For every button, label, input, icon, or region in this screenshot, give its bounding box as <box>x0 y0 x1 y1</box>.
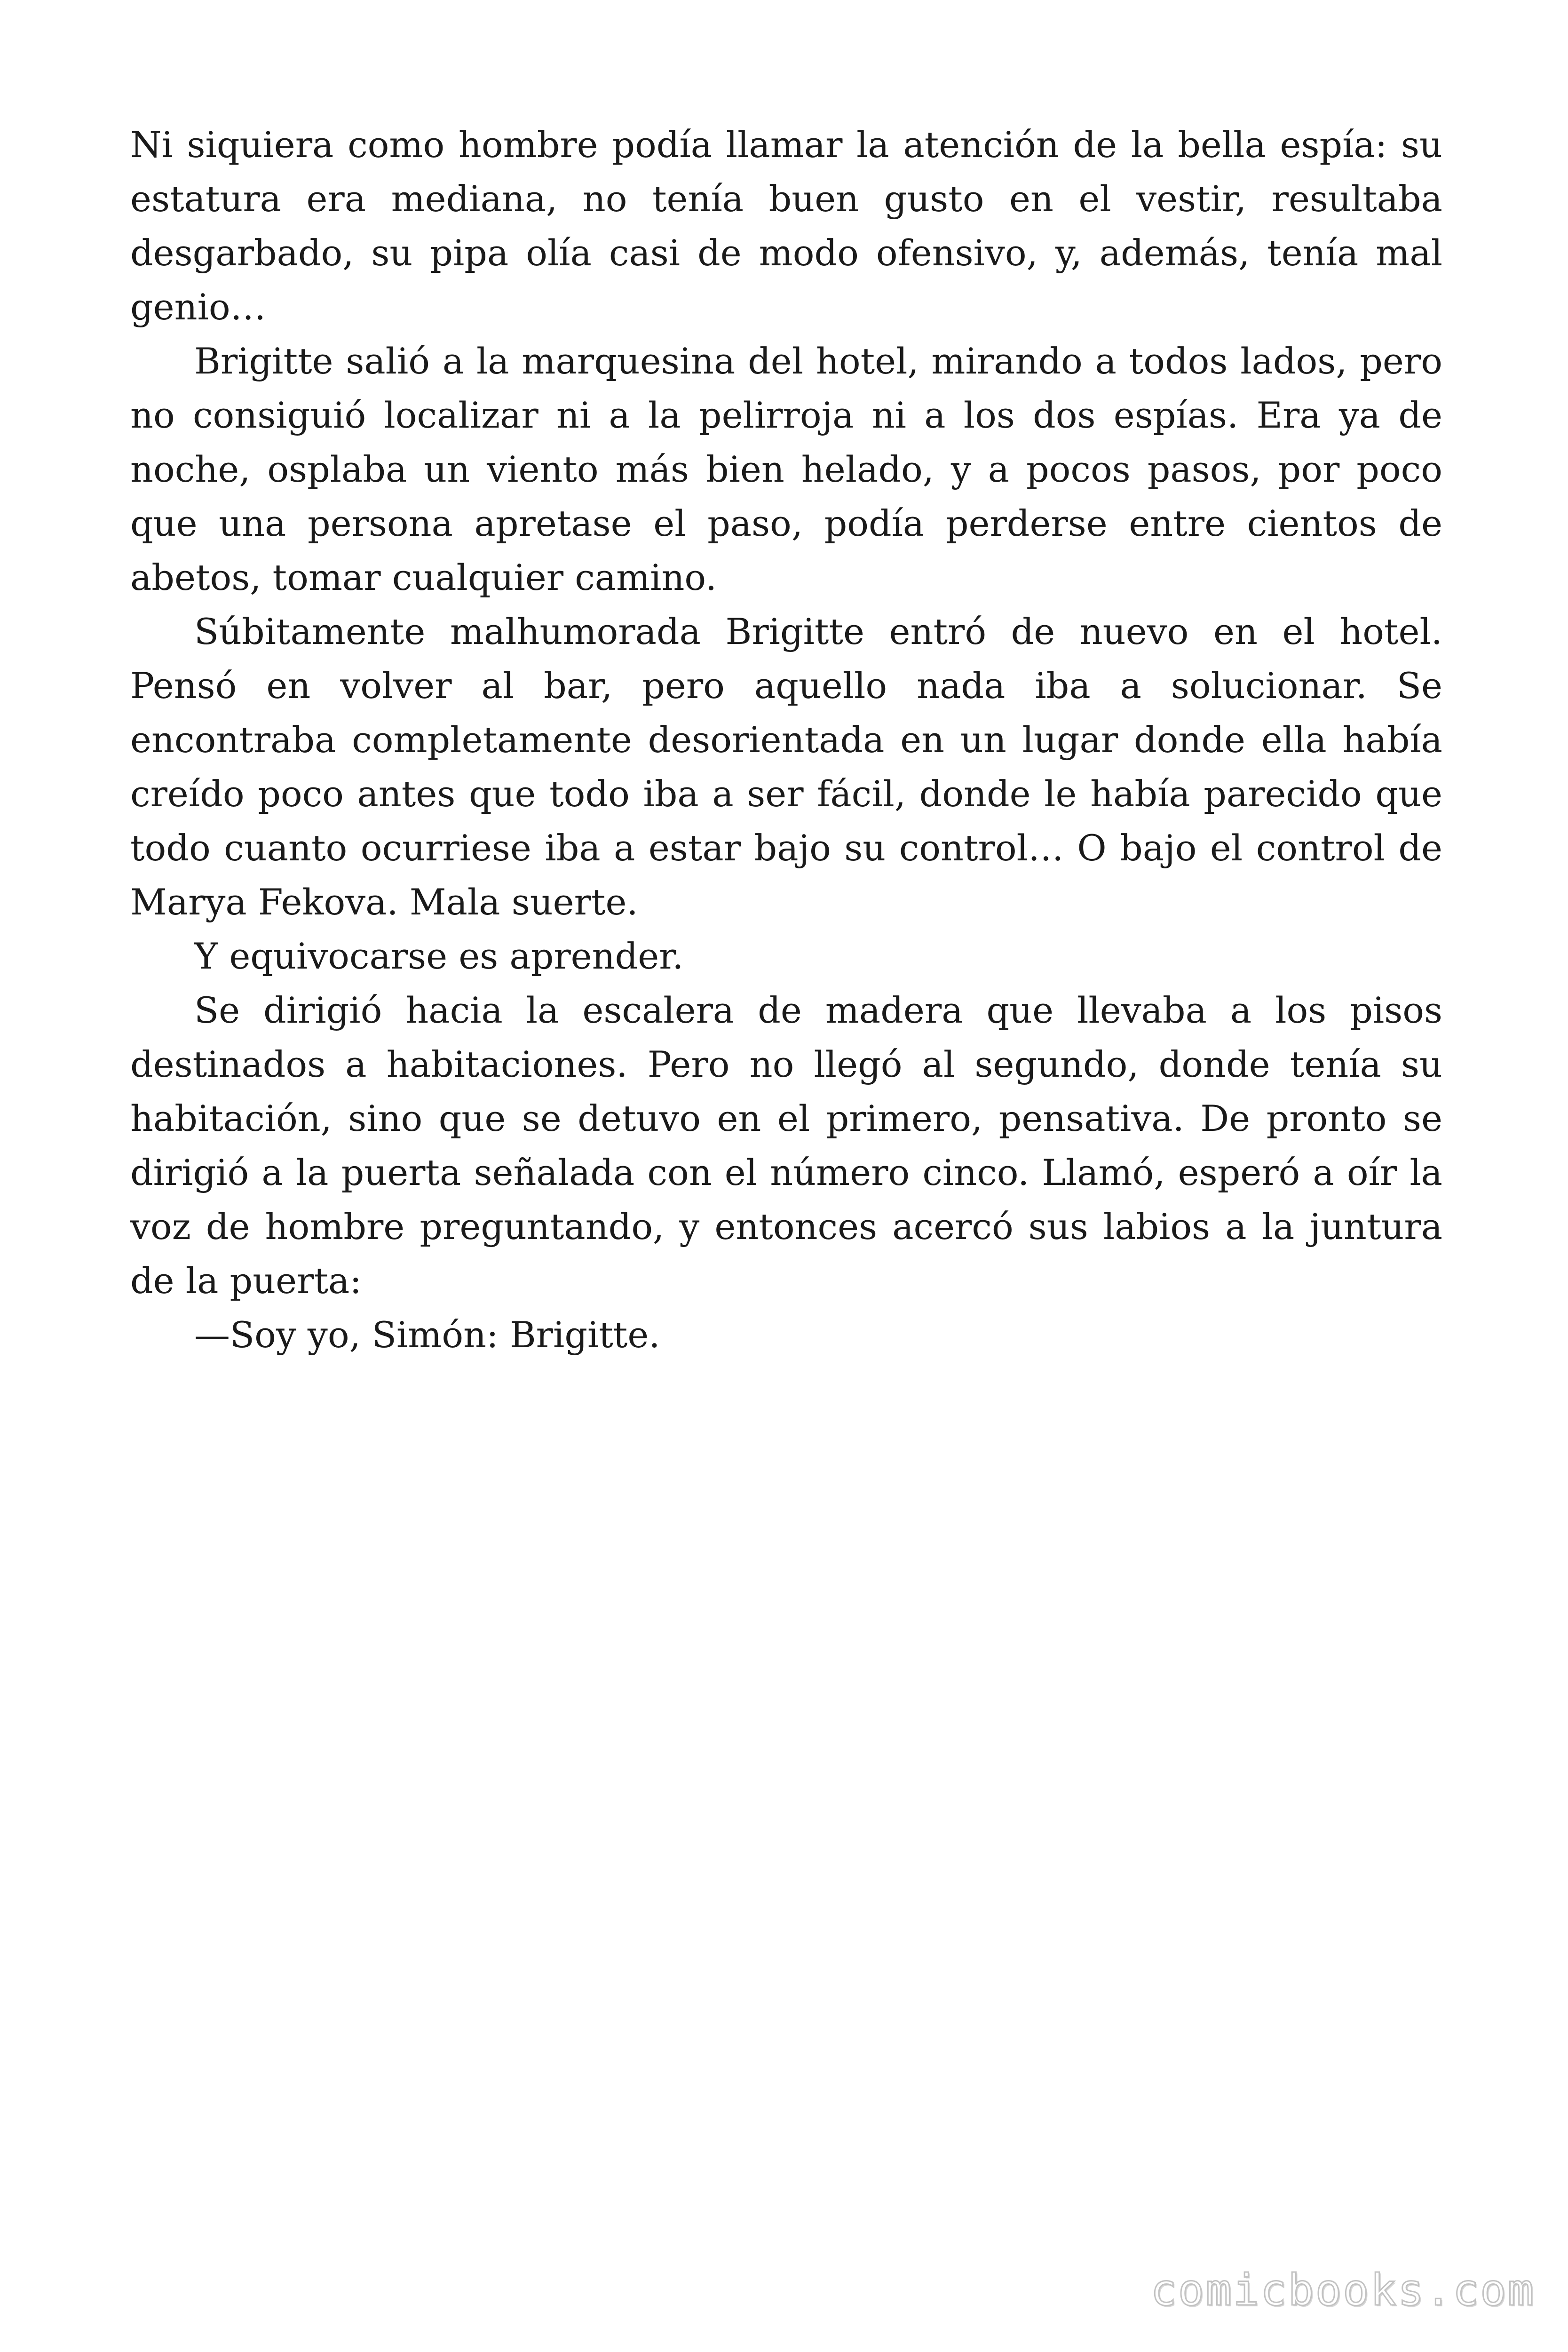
paragraph: Brigitte salió a la marquesina del hotel, mirando a todos lados, pero no consiguió localizar ni a la pelirroja ni a los dos espías. Era ya de noche, osplaba un viento más bien helado, y a pocos pasos, por poco que una persona apretase el paso, podía perderse entre cientos de abetos, tomar cualquier camino. <box>130 340 1442 598</box>
paragraph: Y equivocarse es aprender. <box>194 935 684 977</box>
text-body <box>130 118 1442 1362</box>
paragraph: —Soy yo, Simón: Brigitte. <box>194 1314 660 1356</box>
paragraph: Se dirigió hacia la escalera de madera que llevaba a los pisos destinados a habitaciones. Pero no llegó al segundo, donde tenía su habitación, sino que se detuvo en el primero, pensativa. De pronto se dirigió a la puerta señalada con el número cinco. Llamó, esperó a oír la voz de hombre preguntando, y entonces acercó sus labios a la juntura de la puerta: <box>130 989 1442 1302</box>
paragraph: Ni siquiera como hombre podía llamar la atención de la bella espía: su estatura era mediana, no tenía buen gusto en el vestir, resultaba desgarbado, su pipa olía casi de modo ofensivo, y, además, tenía mal genio… <box>130 124 1442 328</box>
paragraph: Súbitamente malhumorada Brigitte entró de nuevo en el hotel. Pensó en volver al bar, pero aquello nada iba a solucionar. Se encontraba completamente desorientada en un lugar donde ella había creído poco antes que todo iba a ser fácil, donde le había parecido que todo cuanto ocurriese iba a estar bajo su control… O bajo el control de Marya Fekova. Mala suerte. <box>130 611 1442 923</box>
watermark: comicbooks.com <box>1150 2265 1535 2315</box>
